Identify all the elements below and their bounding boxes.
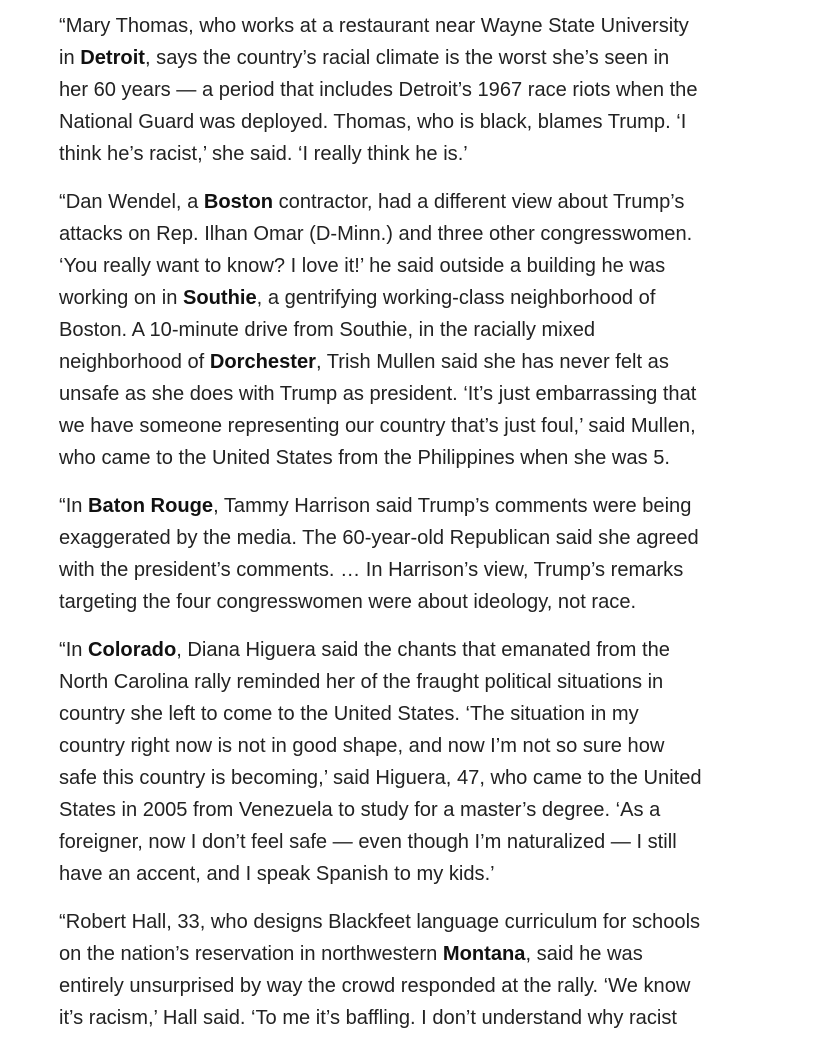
text-line	[59, 74, 769, 106]
text-segment: “Robert Hall, 33, who designs Blackfeet language curriculum for schools	[59, 911, 701, 933]
text-segment: her 60 years — a period that includes Detroit’s 1967 race riots when the	[59, 79, 698, 101]
text-line	[59, 794, 769, 826]
text-line	[59, 314, 769, 346]
text-segment: safe this country is becoming,’ said Higuera, 47, who came to the United	[59, 767, 702, 789]
text-segment: on the nation’s reservation in northwestern	[59, 943, 443, 965]
text-line	[59, 698, 769, 730]
bold-place-name: Boston	[203, 191, 274, 213]
text-segment: , Tammy Harrison said Trump’s comments were being	[213, 495, 692, 517]
text-segment: in	[59, 47, 81, 69]
text-segment: who came to the United States from the Philippines when she was 5.	[59, 447, 670, 469]
text-line	[59, 410, 769, 442]
article-paragraph	[59, 634, 769, 890]
text-line	[59, 250, 769, 282]
text-segment: , says the country’s racial climate is the worst she’s seen in	[144, 47, 670, 69]
text-segment: Boston. A 10-minute drive from Southie, in the racially mixed	[59, 319, 596, 341]
text-line	[59, 106, 769, 138]
bold-place-name: Montana	[442, 943, 526, 965]
text-line	[59, 826, 769, 858]
text-segment: , Trish Mullen said she has never felt as	[315, 351, 669, 373]
bold-place-name: Southie	[182, 287, 257, 309]
text-segment: attacks on Rep. Ilhan Omar (D-Minn.) and three other congresswomen.	[59, 223, 693, 245]
text-line	[59, 938, 769, 970]
text-segment: think he’s racist,’ she said. ‘I really think he is.’	[59, 143, 468, 165]
text-line	[59, 186, 769, 218]
text-segment: have an accent, and I speak Spanish to my kids.’	[59, 863, 495, 885]
article-paragraph	[59, 186, 769, 474]
text-line	[59, 858, 769, 890]
text-segment: we have someone representing our country that’s just foul,’ said Mullen,	[59, 415, 696, 437]
text-line	[59, 490, 769, 522]
text-line	[59, 634, 769, 666]
bold-place-name: Baton Rouge	[88, 495, 214, 517]
text-line	[59, 730, 769, 762]
text-line	[59, 442, 769, 474]
text-line	[59, 138, 769, 170]
text-segment: “In	[59, 639, 89, 661]
text-line	[59, 282, 769, 314]
text-segment: , a gentrifying working-class neighborhood of	[256, 287, 656, 309]
text-segment: with the president’s comments. … In Harrison’s view, Trump’s remarks	[59, 559, 684, 581]
bold-place-name: Detroit	[80, 47, 145, 69]
article-paragraph	[59, 10, 769, 170]
text-segment: “In	[59, 495, 89, 517]
text-segment: contractor, had a different view about Trump’s	[273, 191, 685, 213]
bold-place-name: Colorado	[88, 639, 177, 661]
text-segment: country right now is not in good shape, and now I’m not so sure how	[59, 735, 665, 757]
text-line	[59, 346, 769, 378]
text-line	[59, 554, 769, 586]
text-segment: country she left to come to the United States. ‘The situation in my	[59, 703, 639, 725]
text-line	[59, 522, 769, 554]
text-segment: targeting the four congresswomen were about ideology, not race.	[59, 591, 637, 613]
text-line	[59, 906, 769, 938]
text-segment: working on in	[59, 287, 183, 309]
text-line	[59, 970, 769, 1002]
text-segment: exaggerated by the media. The 60-year-old Republican said she agreed	[59, 527, 699, 549]
bold-place-name: Dorchester	[209, 351, 316, 373]
text-segment: “Mary Thomas, who works at a restaurant near Wayne State University	[59, 15, 689, 37]
text-segment: , said he was	[525, 943, 643, 965]
text-segment: States in 2005 from Venezuela to study for a master’s degree. ‘As a	[59, 799, 661, 821]
text-segment: unsafe as she does with Trump as president. ‘It’s just embarrassing that	[59, 383, 697, 405]
text-segment: neighborhood of	[59, 351, 210, 373]
text-segment: National Guard was deployed. Thomas, who is black, blames Trump. ‘I	[59, 111, 687, 133]
article-paragraph	[59, 906, 769, 1034]
text-segment: entirely unsurprised by way the crowd responded at the rally. ‘We know	[59, 975, 691, 997]
text-segment: “Dan Wendel, a	[59, 191, 204, 213]
text-line	[59, 42, 769, 74]
text-line	[59, 762, 769, 794]
text-segment: it’s racism,’ Hall said. ‘To me it’s baffling. I don’t understand why racist	[59, 1007, 677, 1029]
text-segment: , Diana Higuera said the chants that emanated from the	[176, 639, 670, 661]
text-line	[59, 218, 769, 250]
text-line	[59, 10, 769, 42]
text-segment: North Carolina rally reminded her of the fraught political situations in	[59, 671, 664, 693]
article-body	[59, 10, 769, 1050]
text-line	[59, 378, 769, 410]
text-line	[59, 666, 769, 698]
text-line	[59, 586, 769, 618]
article-paragraph	[59, 490, 769, 618]
text-segment: foreigner, now I don’t feel safe — even though I’m naturalized — I still	[59, 831, 677, 853]
text-line	[59, 1002, 769, 1034]
text-segment: ‘You really want to know? I love it!’ he said outside a building he was	[59, 255, 666, 277]
